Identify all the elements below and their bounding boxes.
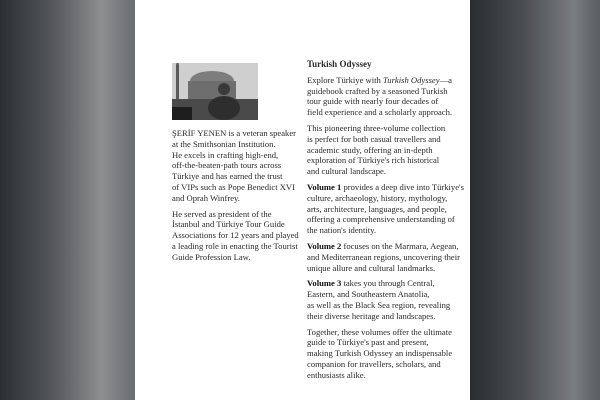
line: offering a comprehensive understanding of [307, 214, 455, 225]
line: arts, architecture, languages, and people, [307, 203, 447, 214]
book-title: Turkish Odyssey [307, 59, 372, 69]
line [307, 241, 472, 252]
line: the nation's identity. [307, 225, 377, 236]
description-paragraph [307, 182, 472, 236]
line [307, 182, 472, 193]
volume-label: Volume 2 [307, 240, 342, 251]
line: their diverse heritage and landscapes. [307, 310, 436, 321]
line: He excels in crafting high-end, [172, 149, 279, 160]
line: a leading role in enacting the Tourist [172, 240, 298, 251]
line: academic study, offering an in-depth [307, 144, 433, 155]
line: and Oprah Winfrey. [172, 192, 240, 203]
line: field experience and a scholarly approach. [307, 107, 453, 118]
description-paragraph [307, 123, 472, 177]
book-page [135, 0, 470, 400]
line: companion for travellers, scholars, and [307, 358, 441, 369]
line: making Turkish Odyssey an indispensable [307, 348, 453, 359]
line-text: takes you through Central, [341, 278, 435, 289]
book-description [307, 59, 472, 386]
line: enthusiasts alike. [307, 369, 366, 380]
line: at the Smithsonian Institution. [172, 138, 276, 149]
line: İstanbul and Türkiye Tour Guide [172, 219, 285, 230]
line-text: focuses on the Marmara, Aegean, [341, 240, 459, 251]
line: as well as the Black Sea region, revealing [307, 299, 451, 310]
line: culture, archaeology, history, mythology, [307, 192, 448, 203]
line: and cultural landscape. [307, 166, 386, 177]
line: is perfect for both casual travellers and [307, 133, 441, 144]
line: ŞERİF YENEN is a veteran speaker [172, 128, 297, 138]
line [307, 278, 472, 289]
author-photo [172, 63, 258, 120]
volume-label: Volume 3 [307, 278, 342, 289]
line-text: provides a deep dive into Türkiye's [341, 181, 464, 192]
intro-text: —a [439, 74, 452, 85]
line: exploration of Türkiye's rich historical [307, 155, 440, 166]
book-title-italic: Turkish Odyssey [382, 74, 440, 85]
volume-label: Volume 1 [307, 181, 342, 192]
description-paragraph [307, 278, 472, 321]
bio-paragraph [172, 128, 302, 204]
blurred-background-left [0, 0, 135, 400]
line: Together, these volumes offer the ultimate [307, 326, 452, 337]
intro-paragraph [307, 75, 472, 118]
blurred-background-right [470, 0, 600, 400]
line: Eastern, and Southeastern Anatolia, [307, 289, 430, 300]
description-paragraph [307, 327, 472, 381]
line: Türkiye and has earned the trust [172, 171, 283, 182]
line: He served as president of the [172, 208, 272, 219]
line: Guide Profession Law. [172, 251, 251, 262]
bio-paragraph [172, 209, 302, 263]
description-paragraph [307, 241, 472, 273]
line: unique allure and cultural landmarks. [307, 262, 436, 273]
intro-text: Explore Türkiye with [307, 74, 383, 85]
author-bio [172, 128, 302, 268]
line: guide to Türkiye's past and present, [307, 337, 429, 348]
line: This pioneering three-volume collection [307, 122, 446, 133]
line: of VIPs such as Pope Benedict XVI [172, 181, 296, 192]
line: guidebook crafted by a seasoned Turkish [307, 85, 448, 96]
line: and Mediterranean regions, uncovering their [307, 251, 460, 262]
line: tour guide with nearly four decades of [307, 96, 439, 107]
line: off-the-beaten-path tours across [172, 160, 282, 171]
line: Associations for 12 years and played [172, 230, 299, 241]
